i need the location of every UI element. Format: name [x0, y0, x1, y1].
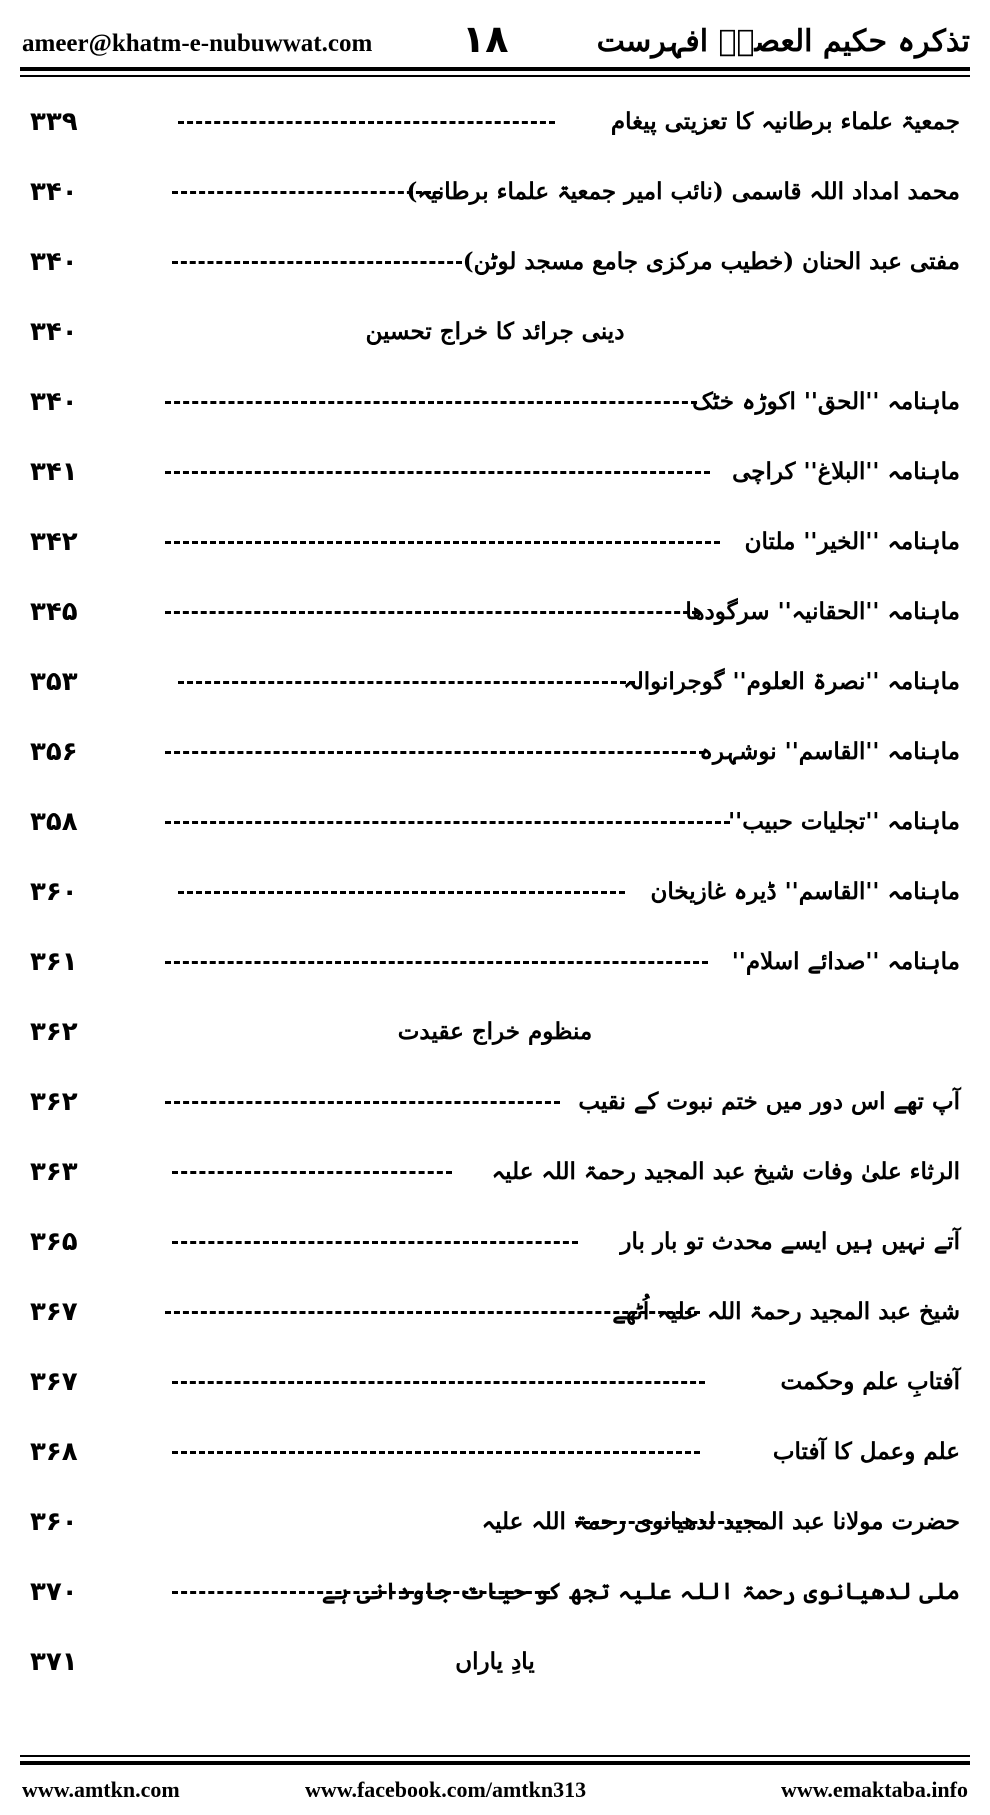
toc-leader [165, 821, 730, 824]
toc-page-number: ۳۶۷ [30, 1367, 78, 1397]
toc-page-number: ۳۴۰ [30, 177, 78, 207]
toc-leader [165, 1101, 560, 1104]
footer-link-center[interactable]: www.facebook.com/amtkn313 [305, 1777, 587, 1802]
toc-entry-title: الرثاء علیٰ وفات شیخ عبد المجید رحمۃ اللہ علیہ [491, 1158, 960, 1185]
toc-entry-title: شیخ عبد المجید رحمۃ اللہ علیہ اُٹھے [612, 1298, 960, 1325]
toc-entry [0, 512, 990, 572]
toc-entry [0, 232, 990, 292]
toc-entry [0, 1492, 990, 1552]
toc-entry [0, 1142, 990, 1202]
toc-entry [0, 1072, 990, 1132]
toc-leader [178, 891, 625, 894]
toc-page-number: ۳۳۹ [30, 107, 78, 137]
toc-leader [172, 1451, 700, 1454]
toc-leader [172, 1241, 578, 1244]
toc-leader [165, 541, 720, 544]
toc-page-number: ۳۶۵ [30, 1227, 78, 1257]
toc-entry [0, 862, 990, 922]
toc-page-number: ۳۶۱ [30, 947, 78, 977]
toc-page-number: ۳۵۶ [30, 737, 78, 767]
toc-page-number: ۳۵۳ [30, 667, 78, 697]
toc-entry-title: حضرت مولانا عبد المجید لدھیانوی رحمۃ اللہ علیہ [481, 1508, 960, 1535]
toc-page-number: ۳۶۰ [30, 877, 78, 907]
toc-leader [172, 261, 462, 264]
toc-leader [178, 681, 635, 684]
toc-entry-title: علم وعمل کا آفتاب [772, 1438, 960, 1465]
toc-page-number: ۳۶۳ [30, 1157, 78, 1187]
footer-link-right[interactable]: www.emaktaba.info [780, 1777, 968, 1802]
header-title: تذکرہ حکیم العصرؒ افہرست [596, 24, 970, 59]
header-rule-thin [20, 75, 970, 77]
toc-leader [165, 471, 710, 474]
toc-leader [165, 401, 697, 404]
toc-page-number: ۳۶۲ [30, 1087, 78, 1117]
toc-entry-title: ماہنامہ ''تجلیات حبیب'' [728, 808, 960, 835]
toc-leader [165, 611, 698, 614]
toc-entry [0, 722, 990, 782]
toc-entry-title: ماہنامہ ''الحق'' اکوڑہ خٹک [692, 388, 960, 415]
toc-entry-title: ماہنامہ ''صدائے اسلام'' [731, 948, 960, 975]
toc-entry [0, 1632, 990, 1692]
toc-leader [172, 1381, 705, 1384]
header-rule-thick [20, 67, 970, 71]
toc-page-number: ۳۴۰ [30, 387, 78, 417]
header-page-number: ۱۸ [462, 17, 509, 61]
footer-link-left[interactable]: www.amtkn.com [22, 1777, 180, 1802]
toc-entry-title: آتے نہیں ہیں ایسے محدث تو بار بار [620, 1228, 960, 1255]
toc-entry-title: دینی جرائد کا خراج تحسین [365, 318, 625, 345]
toc-leader [172, 1171, 452, 1174]
toc-entry [0, 652, 990, 712]
toc-entry-title: محمد امداد اللہ قاسمی (نائب امیر جمعیۃ علماء برطانیہ) [406, 178, 960, 205]
toc-page-number: ۳۷۱ [30, 1647, 78, 1677]
toc-leader [172, 191, 440, 194]
toc-entry [0, 162, 990, 222]
toc-entry-title: ماہنامہ ''نصرۃ العلوم'' گوجرانوالہ [623, 668, 960, 695]
toc-leader [165, 1311, 700, 1314]
toc-entry [0, 1422, 990, 1482]
toc-entry [0, 1282, 990, 1342]
toc-page-number: ۳۶۸ [30, 1437, 78, 1467]
toc-entry [0, 1352, 990, 1412]
footer-rule-thin [20, 1755, 970, 1757]
toc-page-number: ۳۶۰ [30, 1507, 78, 1537]
toc-entry [0, 1562, 990, 1622]
toc-entry [0, 1002, 990, 1062]
toc-entry-title: ماہنامہ ''الخیر'' ملتان [744, 528, 960, 555]
toc-leader [165, 751, 705, 754]
toc-entry-title: منظوم خراج عقیدت [397, 1018, 593, 1045]
toc-page-number: ۳۶۲ [30, 1017, 78, 1047]
toc-entry-title: جمعیۃ علماء برطانیہ کا تعزیتی پیغام [610, 108, 960, 135]
toc-entry-title: ماہنامہ ''البلاغ'' کراچی [732, 458, 960, 485]
toc-entry [0, 932, 990, 992]
toc-entry-title: آپ تھے اس دور میں ختم نبوت کے نقیب [578, 1088, 960, 1115]
toc-entry-title: ماہنامہ ''الحقانیہ'' سرگودھا [685, 598, 960, 625]
toc-page-number: ۳۴۲ [30, 527, 78, 557]
toc-entry [0, 302, 990, 362]
toc-entry-title: یادِ یاراں [455, 1648, 535, 1675]
toc-entry [0, 372, 990, 432]
toc-entry-title: ملی لدھیانوی رحمۃ اللہ علیہ تجھ کو حیات جاودانی ہے [321, 1578, 960, 1605]
toc-leader [178, 121, 555, 124]
toc-entry [0, 582, 990, 642]
toc-page-number: ۳۷۰ [30, 1577, 78, 1607]
toc-entry-title: آفتابِ علم وحکمت [780, 1368, 960, 1395]
toc-page-number: ۳۴۵ [30, 597, 78, 627]
toc-entry-title: ماہنامہ ''القاسم'' ڈیرہ غازیخان [650, 878, 960, 905]
toc-entry-title: ماہنامہ ''القاسم'' نوشہرہ [699, 738, 960, 765]
toc-entry [0, 442, 990, 502]
toc-page-number: ۳۴۰ [30, 317, 78, 347]
toc-leader [172, 1591, 550, 1594]
toc-entry-title: مفتی عبد الحنان (خطیب مرکزی جامع مسجد لوٹن) [462, 248, 960, 275]
toc-entry [0, 92, 990, 152]
toc-page-number: ۳۴۱ [30, 457, 78, 487]
toc-entry [0, 1212, 990, 1272]
toc-page-number: ۳۶۷ [30, 1297, 78, 1327]
footer-rule-thick [20, 1761, 970, 1765]
toc-leader [165, 961, 708, 964]
toc-page-number: ۳۵۸ [30, 807, 78, 837]
header-email: ameer@khatm-e-nubuwwat.com [22, 30, 373, 57]
toc-leader [575, 1521, 760, 1524]
toc-entry [0, 792, 990, 852]
toc-page-number: ۳۴۰ [30, 247, 78, 277]
